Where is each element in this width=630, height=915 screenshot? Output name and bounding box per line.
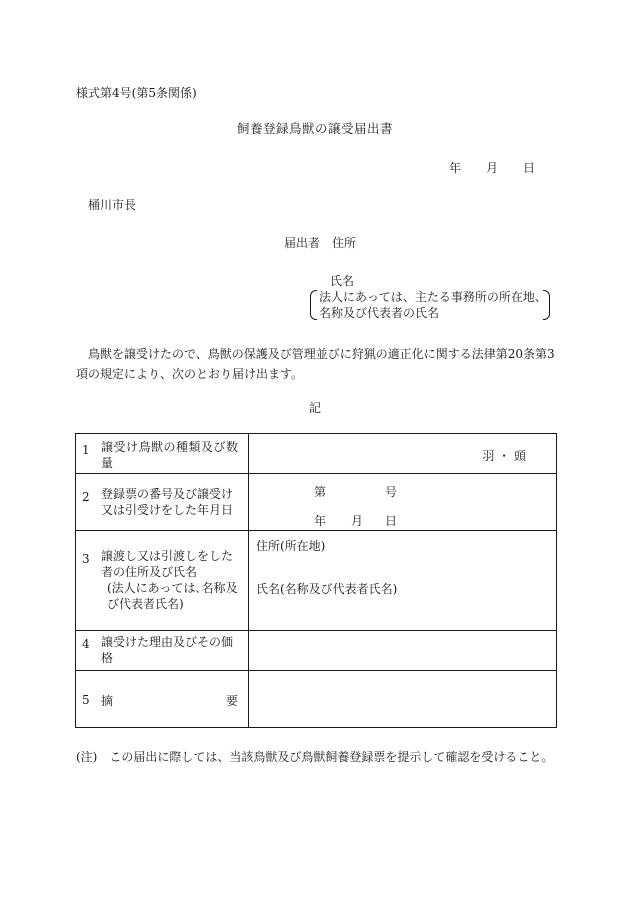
row3-label-cell [76,531,249,631]
row2-day: 日 [385,514,398,528]
row2-month: 月 [351,514,364,528]
row5-label-a: 摘 [101,694,114,708]
ki-heading: 記 [308,401,321,415]
body-text: 鳥獣を譲受けたので、鳥獣の保護及び管理並びに狩猟の適正化に関する法律第20条第3項の規定により、次のとおり届け出ます。 [76,347,555,381]
row5-value-cell[interactable] [249,671,557,728]
right-bracket [543,290,550,320]
row5-label-cell [76,671,249,728]
form-table [75,433,557,728]
table-row [76,474,557,531]
left-bracket [310,290,317,320]
notifier-address-label: 住所 [332,236,357,250]
row1-value-unit: 羽 ・ 頭 [482,449,526,463]
footnote: (注) この届出に際しては、当該鳥獣及び鳥獣飼養登録票を提示して確認を受けること。 [76,750,554,764]
form-title: 飼養登録鳥獣の譲受届出書 [236,121,393,136]
row4-value-cell[interactable] [249,631,557,671]
row1-value-cell[interactable] [249,434,557,474]
table-row [76,531,557,631]
row2-label: 登録票の番号及び譲受け又は引受けをした年月日 [101,487,234,517]
row4-label: 譲受けた理由及びその価格 [101,635,234,665]
row1-label-cell [76,434,249,474]
row3-value-cell[interactable] [249,531,557,631]
row4-label-cell [76,631,249,671]
row2-value-cell[interactable] [249,474,557,531]
notifier-label: 届出者 [284,236,321,250]
row3-label: 譲渡し又は引渡しをした者の住所及び氏名 [101,549,234,579]
row2-go: 号 [385,485,398,499]
addressee: 桶川市長 [88,198,137,212]
table-row [76,671,557,728]
row3-sublabel: (法人にあっては､名称及び代表者氏名) [107,581,238,611]
corporation-note-line2: 名称及び代表者の氏名 [319,306,440,320]
notifier-address-line [284,237,356,249]
row3-name-label: 氏名(名称及び代表者氏名) [256,582,398,596]
table-row [76,631,557,671]
table-row [76,434,557,474]
row1-label: 譲受け鳥獣の種類及び数量 [101,440,238,470]
row2-label-cell [76,474,249,531]
row3-address-label: 住所(所在地) [256,539,326,553]
row5-number: 5 [82,693,90,707]
notifier-name-label: 氏名 [330,274,355,288]
row1-number: 1 [82,443,90,457]
row2-year: 年 [314,514,327,528]
corporation-note-line1: 法人にあっては、主たる事務所の所在地、 [319,290,547,304]
row5-label [101,693,238,709]
row2-number: 2 [82,490,90,504]
row3-number: 3 [82,552,90,566]
submission-date [449,162,535,174]
row5-label-b: 要 [225,694,238,708]
row4-number: 4 [82,637,90,651]
date-month: 月 [486,161,499,175]
date-year: 年 [449,161,462,175]
corporation-note [310,290,550,320]
form-number: 様式第4号(第5条関係) [76,86,197,100]
date-day: 日 [523,161,536,175]
row2-dai: 第 [314,485,327,499]
